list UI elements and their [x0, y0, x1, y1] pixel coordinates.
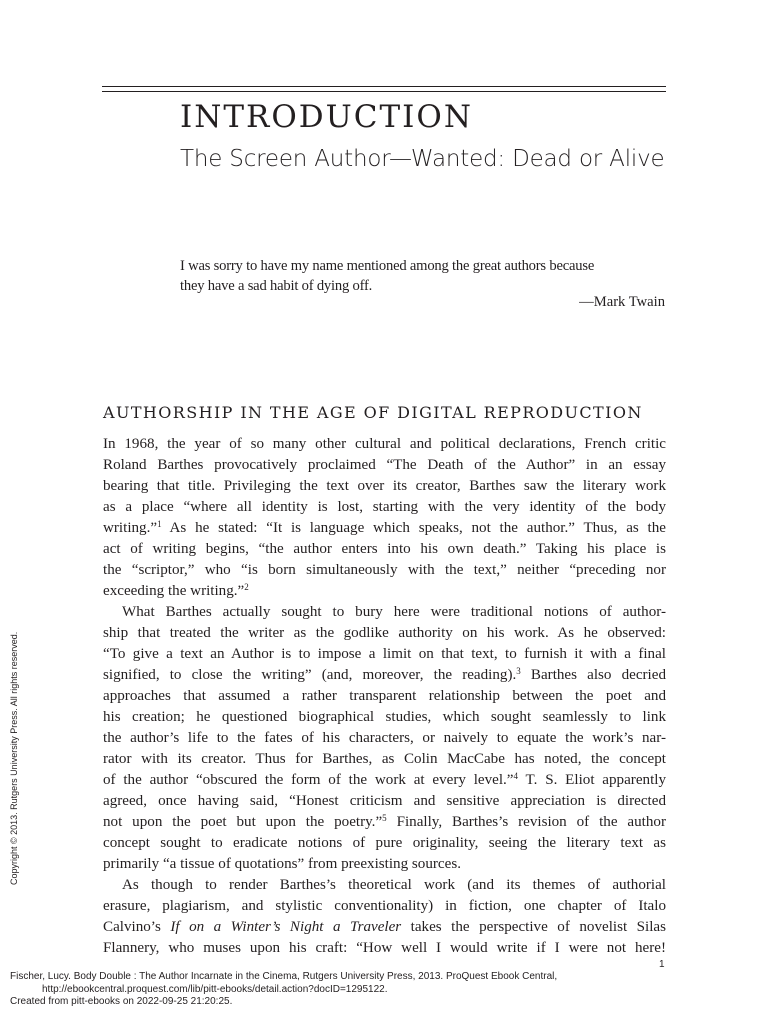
citation-footer [10, 971, 557, 1009]
epigraph-line: they have a sad habit of dying off. [180, 278, 373, 294]
body-line: Flannery, who muses upon his craft: “How well I would write if I were not here! [103, 940, 666, 956]
copyright-notice: Copyright © 2013. Rutgers University Press. All rights reserved. [9, 631, 19, 885]
footnote-ref: 4 [513, 771, 519, 781]
body-line: approaches that assumed a rather transparent relationship between the poet and [103, 688, 666, 704]
body-line: agreed, once having said, “Honest criticism and sensitive appreciation is directed [103, 793, 666, 809]
header-rule-bottom [102, 91, 666, 92]
body-line: the “scriptor,” who “is born simultaneously with the text,” neither “preceding nor [103, 562, 666, 578]
epigraph [180, 256, 670, 296]
body-text [103, 434, 666, 959]
footnote-ref: 2 [244, 582, 249, 592]
body-line: as a place “where all identity is lost, starting with the very identity of the body [103, 499, 666, 515]
body-line: act of writing begins, “the author enters into his own death.” Taking his place is [103, 541, 666, 557]
body-line: writing.”$^1$ As he stated: “It is language which speaks, not the author.” Thus, as the [103, 519, 666, 536]
body-line: What Barthes actually sought to bury here were traditional notions of author- [122, 604, 666, 620]
footnote-ref: 3 [516, 666, 521, 676]
footnote-ref: 5 [382, 813, 387, 823]
body-line: Calvino’s If on a Winter’s Night a Traveler takes the perspective of novelist Silas [103, 919, 666, 935]
body-line: his creation; he questioned biographical studies, which sought seamlessly to link [103, 709, 666, 725]
body-line: signified, to close the writing” (and, moreover, the reading).$^3$ Barthes also decried [103, 666, 667, 683]
footer-line: Fischer, Lucy. Body Double : The Author Incarnate in the Cinema, Rutgers University Press, 2013. ProQuest Ebook Central, [10, 971, 558, 982]
chapter-title: The Screen Author—Wanted: Dead or Alive [180, 146, 665, 172]
body-line: erasure, plagiarism, and stylistic conventionality) in fiction, one chapter of Italo [103, 898, 666, 914]
body-line: primarily “a tissue of quotations” from preexisting sources. [103, 856, 461, 872]
body-line: In 1968, the year of so many other cultural and political declarations, French critic [103, 436, 666, 452]
body-line: Roland Barthes provocatively proclaimed “The Death of the Author” in an essay [103, 457, 666, 473]
page-number: 1 [659, 959, 665, 970]
chapter-label: INTRODUCTION [180, 99, 473, 135]
body-line: ship that treated the writer as the godlike authority on his work. As he observed: [103, 625, 666, 641]
footer-line: Created from pitt-ebooks on 2022-09-25 21:20:25. [10, 996, 233, 1007]
body-line: As though to render Barthes’s theoretical work (and its themes of authorial [122, 877, 666, 893]
body-line: “To give a text an Author is to impose a limit on that text, to furnish it with a final [103, 646, 666, 662]
book-title: If on a Winter’s Night a Traveler [170, 919, 402, 935]
body-line: of the author “obscured the form of the work at every level.”$^4$ T. S. Eliot apparently [103, 771, 666, 788]
body-line: the author’s life to the fates of his characters, or naively to equate the work’s nar- [103, 730, 666, 746]
body-line: bearing that title. Privileging the text over its creator, Barthes saw the literary work [103, 478, 666, 494]
body-line: concept sought to eradicate notions of pure originality, seeing the literary text as [103, 835, 666, 851]
header-rule-top [102, 86, 666, 87]
body-line: not upon the poet but upon the poetry.”$^5$ Finally, Barthes’s revision of the author [103, 813, 666, 830]
footer-link[interactable]: http://ebookcentral.proquest.com/lib/pitt-ebooks/detail.action?docID=1295122. [42, 983, 388, 995]
section-heading: AUTHORSHIP IN THE AGE OF DIGITAL REPRODUCTION [103, 403, 643, 422]
footnote-ref: 1 [157, 519, 162, 529]
epigraph-attribution: —Mark Twain [579, 294, 665, 310]
epigraph-line: I was sorry to have my name mentioned among the great authors because [180, 258, 595, 274]
body-line: rator with its creator. Thus for Barthes, as Colin MacCabe has noted, the concept [103, 751, 666, 767]
body-line: exceeding the writing.”$^2$ [103, 582, 249, 599]
